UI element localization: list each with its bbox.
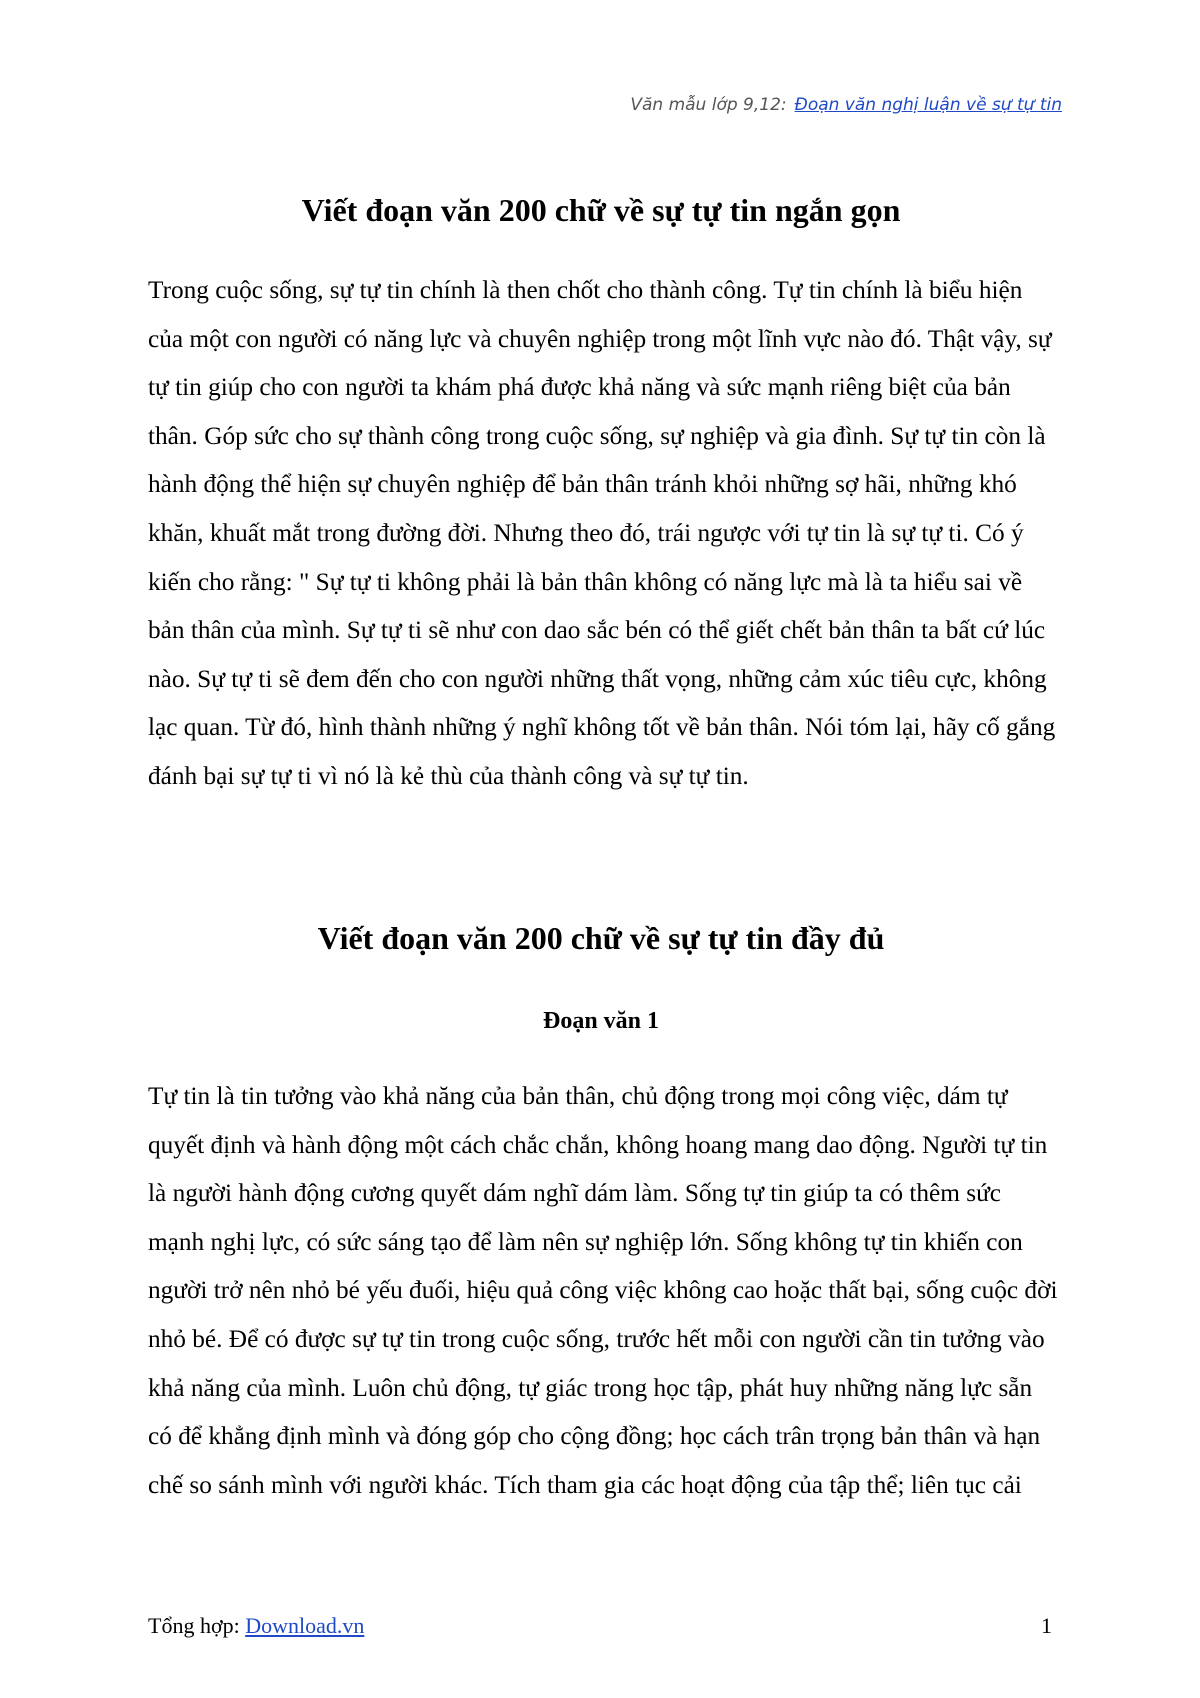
header-prefix: Văn mẫu lớp 9,12: (630, 95, 787, 115)
header-link[interactable]: Đoạn văn nghị luận về sự tự tin (794, 95, 1062, 115)
page-number: 1 (1041, 1613, 1052, 1638)
footer-label: Tổng hợp: (148, 1613, 240, 1638)
page-header (140, 95, 1062, 115)
section1-paragraph: Trong cuộc sống, sự tự tin chính là then chốt cho thành công. Tự tin chính là biểu hiện của một con người có năng lực và chuyên nghiệp trong một lĩnh vực nào đó. Thật vậy, sự tự tin giúp cho con người ta khám phá được khả năng và sức mạnh riêng biệt của bản thân. Góp sức cho sự thành công trong cuộc sống, sự nghiệp và gia đình. Sự tự tin còn là hành động thể hiện sự chuyên nghiệp để bản thân tránh khỏi những sợ hãi, những khó khăn, khuất mắt trong đường đời. Nhưng theo đó, trái ngược với tự tin là sự tự ti. Có ý kiến cho rằng: " Sự tự ti không phải là bản thân không có năng lực mà là ta hiểu sai về bản thân của mình. Sự tự ti sẽ như con dao sắc bén có thể giết chết bản thân ta bất cứ lúc nào. Sự tự ti sẽ đem đến cho con người những thất vọng, những cảm xúc tiêu cực, không lạc quan. Từ đó, hình thành những ý nghĩ không tốt về bản thân. Nói tóm lại, hãy cố gắng đánh bại sự tự ti vì nó là kẻ thù của thành công và sự tự tin. (148, 276, 1056, 790)
page-footer (148, 1613, 1048, 1639)
footer-link[interactable]: Download.vn (245, 1613, 365, 1638)
section2-subtitle: Đoạn văn 1 (542, 1008, 660, 1034)
section2-title: Viết đoạn văn 200 chữ về sự tự tin đầy đủ (317, 920, 885, 956)
section2-paragraph: Tự tin là tin tưởng vào khả năng của bản thân, chủ động trong mọi công việc, dám tự quyết định và hành động một cách chắc chắn, không hoang mang dao động. Người tự tin là người hành động cương quyết dám nghĩ dám làm. Sống tự tin giúp ta có thêm sức mạnh nghị lực, có sức sáng tạo để làm nên sự nghiệp lớn. Sống không tự tin khiến con người trở nên nhỏ bé yếu đuối, hiệu quả công việc không cao hoặc thất bại, sống cuộc đời nhỏ bé. Để có được sự tự tin trong cuộc sống, trước hết mỗi con người cần tin tưởng vào khả năng của mình. Luôn chủ động, tự giác trong học tập, phát huy những năng lực sẵn có để khẳng định mình và đóng góp cho cộng đồng; học cách trân trọng bản thân và hạn chế so sánh mình với người khác. Tích tham gia các hoạt động của tập thể; liên tục cải (148, 1082, 1058, 1499)
section1-title: Viết đoạn văn 200 chữ về sự tự tin ngắn gọn (301, 192, 901, 228)
